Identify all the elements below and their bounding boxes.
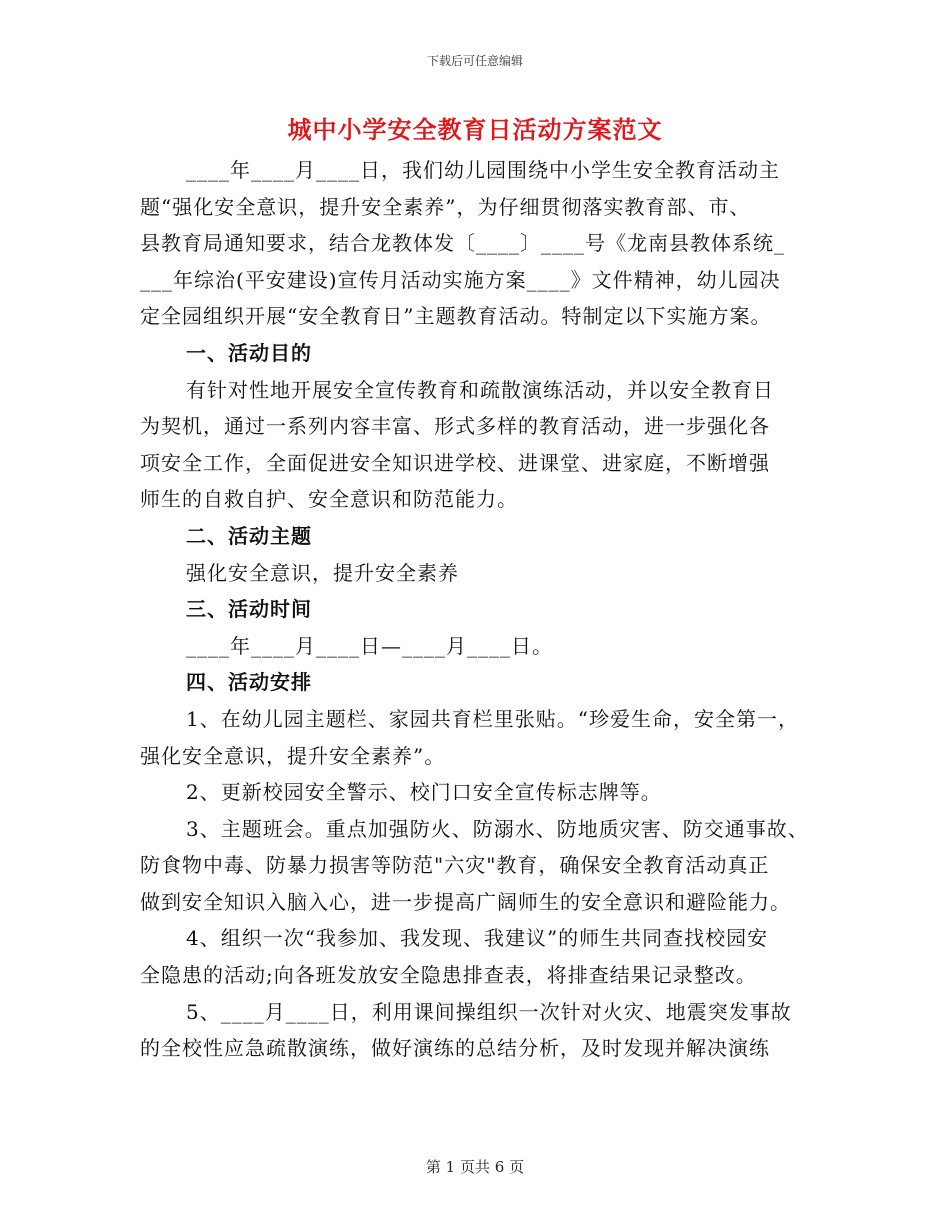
body-line: 2、更新校园安全警示、校门口安全宣传标志牌等。 xyxy=(186,780,662,805)
body-line: 强化安全意识，提升安全素养”。 xyxy=(140,743,446,768)
body-line: ____年____月____日，我们幼儿园围绕中小学生安全教育活动主 xyxy=(186,158,780,182)
page-header: 下载后可任意编辑 xyxy=(426,54,523,68)
body-line: 做到安全知识入脑入心，进一步提高广阔师生的安全意识和避险能力。 xyxy=(140,889,791,914)
document-body xyxy=(140,152,830,1067)
section-heading-purpose: 一、活动目的 xyxy=(186,340,312,365)
page-footer: 第 1 页共 6 页 xyxy=(425,1158,525,1176)
section-heading-theme: 二、活动主题 xyxy=(186,523,312,548)
body-line: ___年综治(平安建设)宣传月活动实施方案____》文件精神，幼儿园决 xyxy=(140,267,781,292)
body-line: 1、在幼儿园主题栏、家园共育栏里张贴。“珍爱生命，安全第一， xyxy=(186,706,799,731)
body-line: 5、____月____日，利用课间操组织一次针对火灾、地震突发事故 xyxy=(186,999,792,1024)
body-line: 强化安全意识，提升安全素养 xyxy=(186,560,459,585)
section-heading-arrangement: 四、活动安排 xyxy=(186,670,312,695)
body-line: 为契机，通过一系列内容丰富、形式多样的教育活动，进一步强化各 xyxy=(140,414,770,439)
section-heading-time: 三、活动时间 xyxy=(186,597,312,622)
body-line: 题“强化安全意识，提升安全素养”，为仔细贯彻落实教育部、市、 xyxy=(140,194,751,219)
body-line: 防食物中毒、防暴力损害等防范"六灾"教育，确保安全教育活动真正 xyxy=(140,853,770,878)
body-line: 师生的自救自护、安全意识和防范能力。 xyxy=(140,487,518,512)
document-title: 城中小学安全教育日活动方案范文 xyxy=(287,115,663,144)
body-line: 定全园组织开展“安全教育日”主题教育活动。特制定以下实施方案。 xyxy=(140,304,772,329)
body-line: 项安全工作，全面促进安全知识进学校、进课堂、进家庭，不断增强 xyxy=(140,450,770,475)
body-line: 有针对性地开展安全宣传教育和疏散演练活动，并以安全教育日 xyxy=(186,377,774,402)
body-line: 4、组织一次“我参加、我发现、我建议”的师生共同查找校园安 xyxy=(186,926,769,951)
body-line: 3、主题班会。重点加强防火、防溺水、防地质灾害、防交通事故、 xyxy=(186,816,809,841)
body-line: 县教育局通知要求，结合龙教体发〔____〕____号《龙南县教体系统_ xyxy=(140,231,785,256)
body-line: ____年____月____日—____月____日。 xyxy=(186,633,553,658)
body-line: 全隐患的活动;向各班发放安全隐患排查表，将排查结果记录整改。 xyxy=(140,963,757,988)
body-line: 的全校性应急疏散演练，做好演练的总结分析，及时发现并解决演练 xyxy=(140,1036,770,1061)
